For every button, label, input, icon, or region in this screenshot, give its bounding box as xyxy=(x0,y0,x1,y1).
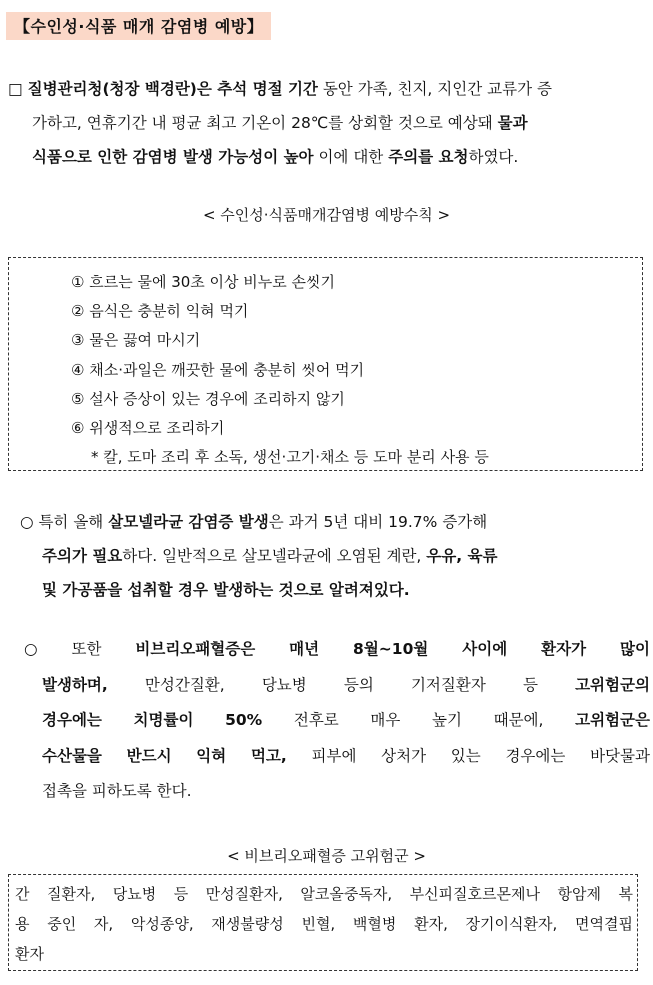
vibrio-word: 매우 xyxy=(370,711,401,729)
vibrio-word: 바닷물과 xyxy=(590,746,650,765)
intro-text-3: 이에 대한 xyxy=(313,148,389,166)
prevention-item-5: ⑤ 설사 증상이 있는 경우에 조리하지 않기 xyxy=(71,389,345,408)
risk-word: 간 xyxy=(15,885,30,903)
prevention-note: * 칼, 도마 조리 후 소독, 생선·고기·채소 등 도마 분리 사용 등 xyxy=(91,448,489,467)
vibrio-line-5: 접촉을 피하도록 한다. xyxy=(42,782,192,800)
vibrio-word: 상처가 xyxy=(381,746,427,765)
square-bullet-icon: □ xyxy=(8,80,23,98)
risk-word: 당뇨병 xyxy=(112,885,157,903)
salmonella-paragraph xyxy=(20,505,650,607)
vibrio-paragraph xyxy=(24,632,650,810)
intro-bold-4: 주의를 요청 xyxy=(388,148,469,166)
vibrio-line-2 xyxy=(24,668,650,704)
risk-word: 장기이식환자, xyxy=(465,915,558,933)
intro-bold-3: 식품으로 인한 감염병 발생 가능성이 높아 xyxy=(32,148,314,166)
vibrio-word: 매년 xyxy=(289,640,320,658)
prevention-box xyxy=(8,257,643,471)
prevention-list xyxy=(71,268,489,472)
vibrio-word: 8월~10월 xyxy=(353,640,429,658)
vibrio-word: 당뇨병 xyxy=(261,675,307,694)
risk-word: 질환자, xyxy=(46,885,96,903)
risk-word: 자, xyxy=(93,915,114,933)
intro-bold-1: 질병관리청(청장 백경란)은 추석 명절 기간 xyxy=(27,80,318,98)
section-heading: 【수인성·식품 매개 감염병 예방】 xyxy=(6,12,271,40)
risk-word: 환자, xyxy=(414,915,448,933)
vibrio-word: 경우에는 xyxy=(42,711,102,729)
risk-word: 부신피질호르몬제나 xyxy=(409,885,540,903)
vibrio-word: 고위험군은 xyxy=(575,711,650,729)
risk-line-1 xyxy=(15,879,633,909)
salmonella-bold-1: 살모넬라균 감염증 발생 xyxy=(108,513,269,531)
vibrio-line-1 xyxy=(24,632,650,668)
salmonella-bold-4: 및 가공품을 섭취할 경우 발생하는 것으로 알려져있다. xyxy=(42,581,410,599)
intro-text-2: 가하고, 연휴기간 내 평균 최고 기온이 28℃를 상회할 것으로 예상돼 xyxy=(32,114,498,132)
risk-group-box xyxy=(8,874,638,971)
risk-word: 만성질환자, xyxy=(205,885,283,903)
vibrio-word: 때문에, xyxy=(493,711,544,729)
risk-line-3: 환자 xyxy=(15,945,44,963)
risk-word: 알코올중독자, xyxy=(300,885,393,903)
prevention-item-2: ② 음식은 충분히 익혀 먹기 xyxy=(71,302,249,321)
vibrio-word: 등 xyxy=(522,675,538,694)
vibrio-line-3 xyxy=(24,703,650,739)
vibrio-word: 만성간질환, xyxy=(144,675,225,694)
risk-group-title: < 비브리오패혈증 고위험군 > xyxy=(227,847,426,865)
vibrio-word: 있는 xyxy=(450,746,481,765)
vibrio-word: 환자가 xyxy=(541,640,587,658)
prevention-item-4: ④ 채소·과일은 깨끗한 물에 충분히 씻어 먹기 xyxy=(71,360,365,379)
salmonella-text-3: 하다. 일반적으로 살모넬라균에 오염된 계란, xyxy=(122,547,427,565)
prevention-item-6: ⑥ 위생적으로 조리하기 xyxy=(71,419,225,438)
prevention-item-1: ① 흐르는 물에 30초 이상 비누로 손씻기 xyxy=(71,273,336,291)
salmonella-text-1: 특히 올해 xyxy=(33,513,109,531)
circle-bullet-icon: ○ xyxy=(24,640,38,658)
vibrio-line-4 xyxy=(24,739,650,775)
vibrio-word: 전후로 xyxy=(293,711,339,729)
risk-word: 중인 xyxy=(47,915,77,933)
risk-word: 재생불량성 xyxy=(211,915,284,933)
risk-word: 면역결핍 xyxy=(574,915,633,933)
risk-line-2 xyxy=(15,909,633,939)
vibrio-word: 높기 xyxy=(432,711,462,729)
vibrio-word: 피부에 xyxy=(311,746,357,765)
salmonella-text-2: 은 과거 5년 대비 19.7% 증가해 xyxy=(268,513,488,531)
intro-paragraph xyxy=(8,72,648,174)
risk-word: 백혈병 xyxy=(352,915,397,933)
risk-word: 용 xyxy=(15,915,30,933)
salmonella-bold-3: 우유, 육류 xyxy=(426,547,498,565)
intro-text-1: 동안 가족, 친지, 지인간 교류가 증 xyxy=(317,80,552,98)
risk-word: 악성종양, xyxy=(130,915,194,933)
risk-word: 등 xyxy=(173,885,189,903)
risk-word: 빈혈, xyxy=(301,915,336,933)
vibrio-word: 비브리오패혈증은 xyxy=(135,640,256,658)
vibrio-word: 사이에 xyxy=(462,640,508,658)
risk-word: 복 xyxy=(618,885,633,903)
salmonella-bold-2: 주의가 필요 xyxy=(42,547,123,565)
vibrio-word: 치명률이 xyxy=(133,711,194,729)
prevention-item-3: ③ 물은 끓여 마시기 xyxy=(71,331,201,350)
vibrio-word: 먹고, xyxy=(250,746,287,765)
prevention-title: < 수인성·식품매개감염병 예방수칙 > xyxy=(202,206,451,224)
vibrio-word: 50% xyxy=(225,711,263,729)
intro-bold-2: 물과 xyxy=(497,114,528,132)
vibrio-word: 익혀 xyxy=(196,746,227,765)
vibrio-word: 발생하며, xyxy=(42,675,108,694)
vibrio-word: 고위험군의 xyxy=(575,675,650,694)
vibrio-word: 많이 xyxy=(620,640,650,658)
vibrio-word: 또한 xyxy=(71,640,102,658)
intro-text-4: 하였다. xyxy=(468,148,519,166)
vibrio-word: 등의 xyxy=(343,675,374,694)
vibrio-word: 경우에는 xyxy=(505,746,566,765)
circle-bullet-icon: ○ xyxy=(20,513,34,531)
vibrio-word: 반드시 xyxy=(126,746,172,765)
vibrio-word: 기저질환자 xyxy=(410,675,486,694)
vibrio-word: 수산물을 xyxy=(42,746,102,765)
risk-word: 항암제 xyxy=(557,885,601,903)
